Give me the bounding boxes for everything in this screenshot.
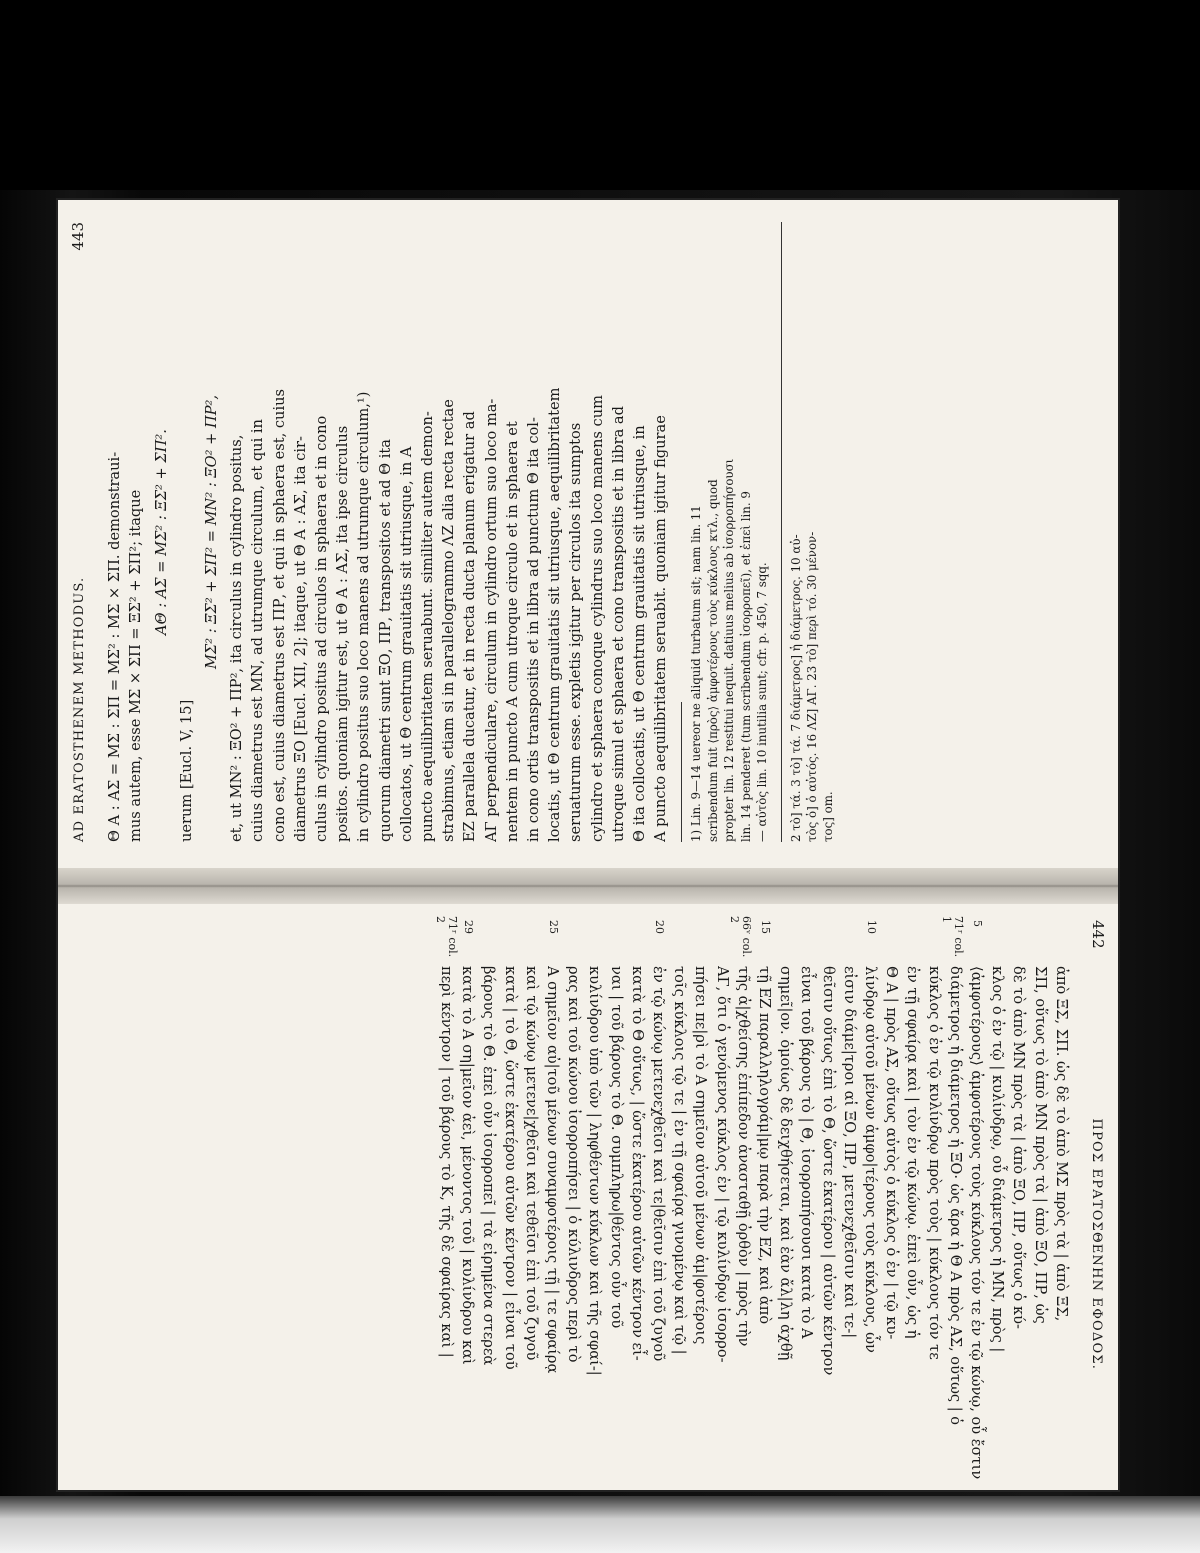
text-line: cono est, cuius diametrus est ΠΡ, et qui in sphaera est, cuius — [270, 389, 288, 842]
text-line: διάμετρος ἡ διάμετρος ἡ ΞΟ· ὡς ἄρα ἡ Θ Α πρὸς ΑΣ, οὕτως | ὁ — [946, 966, 964, 1426]
text-line: ΑΓ perpendiculare, circulum in cylindro ortum suo loco ma- — [482, 398, 500, 842]
footnote — [688, 222, 770, 842]
text-line: ἐν τῷ κώνῳ μετενεχθεῖσι καὶ τε|θεῖσιν ἐπὶ τοῦ ζυγοῦ — [649, 966, 667, 1362]
text-line: diametrus ΞΟ [Eucl. XII, 2]; itaque, ut Θ Α : ΑΣ, ita cir- — [291, 436, 309, 842]
text-line: εἶναι τοῦ βάρους τὸ | Θ, ἰσορροπήσουσι κατὰ τὸ Α — [798, 966, 816, 1339]
running-head-latin — [68, 222, 90, 842]
scan-dark-margin — [0, 0, 1200, 190]
text-line: cylindro et sphaera conoque cylindrus suo loco manens cum — [588, 395, 606, 842]
text-line: τοῖς κύκλοις τῷ τε | ἐν τῇ σφαίρᾳ γινομένῳ καὶ τῷ | — [671, 966, 689, 1355]
footnote-line: propter lin. 12 restitui nequit. datiuus melius ab ἰσορροπήσουσι — [722, 458, 737, 842]
text-line: uerum [Eucl. V, 15] — [177, 699, 195, 842]
latin-body — [104, 222, 671, 842]
text-line: κατὰ τὸ Θ οὕτως, | ὥστε ἑκατέρου αὐτῶν κέντρον εἶ- — [628, 966, 646, 1361]
text-line: λίνδρῳ αὐτοῦ μένων ἀμφο|τέρους τοὺς κύκλους, ὧν — [861, 966, 879, 1353]
text-line: et, ut ΜΝ² : ΞΟ² + ΠΡ², ita circulus in cylindro positus, — [228, 434, 246, 842]
text-line: κλος ὁ ἐν τῷ | κυλίνδρῳ, οὗ διάμετρος ἡ ΜΝ, πρὸς | — [989, 966, 1007, 1353]
text-line: Θ Α : ΑΣ = ΜΣ : ΣΠ = ΜΣ² : ΜΣ × ΣΠ. demonstraui- — [106, 451, 124, 842]
page-442-text-block — [68, 916, 1108, 1540]
text-line: τῇ ΕΖ παραλληλογράμ|μῳ παρὰ τὴν ΕΖ, καὶ ἀπὸ — [755, 966, 773, 1325]
greek-body — [433, 916, 1072, 1540]
text-line: ΑΓ, ὅτι ὁ γενόμενος κύκλος ἐν | τῷ κυλίνδρῳ ἰσορρο- — [713, 966, 731, 1363]
footnote-rule — [681, 702, 682, 842]
page-443 — [58, 212, 1118, 852]
text-line: πήσει πε|ρὶ τὸ Α σημεῖον αὐτοῦ μένων ἀμ|φοτέροις — [692, 966, 710, 1345]
running-head-title: AD ERATOSTHENEM METHODUS. — [72, 576, 87, 842]
margin-line-number: 15 — [758, 920, 772, 934]
footnote-line: lin. 14 penderet (tum scribendum ἰσορροπεῖ), et ἐπεὶ lin. 9 — [738, 491, 753, 842]
footnote-line: 1) Lin. 9—14 uereor ne aliquid turbatum sit; nam lin. 11 — [689, 505, 704, 842]
text-line: εἰσιν διάμε|τροι αἱ ΞΟ, ΠΡ, μετενεχθεῖσιν καὶ τε-| — [840, 966, 858, 1339]
margin-folio-note: 71ʳ col. 1 — [939, 916, 965, 958]
text-line: positos. quoniam igitur est, ut Θ Α : ΑΣ, ita ipse circulus — [334, 425, 352, 842]
text-line: κατὰ τὸ Α ση|μεῖον ἀεὶ, μένοντος τοῦ | κυλίνδρου καὶ — [459, 966, 477, 1365]
text-line: in cylindro positus suo loco manens ad utrumque circulum,¹) — [355, 391, 373, 842]
text-line: τῆς ἀ|χθείσης ἐπίπεδον ἀνασταθῇ ὀρθὸν | πρὸς τὴν — [734, 966, 752, 1347]
text-line: καὶ τῷ κώνῳ μετενε|χθεῖσι καὶ τεθεῖσι ἐπὶ τοῦ ζυγοῦ — [522, 966, 540, 1361]
text-line: σημεῖ|ον. ὁμοίως δὲ δειχθήσεται, καὶ ἐὰν ἄλ|λη ἀχθῇ — [777, 966, 795, 1361]
text-line: Θ Α | πρὸς ΑΣ, οὕτως αὐτὸς ὁ κύκλος ὁ ἐν | τῷ κυ- — [883, 966, 901, 1340]
text-line: mus autem, esse ΜΣ × ΣΠ = ΞΣ² + ΣΠ²; itaque — [127, 489, 145, 842]
page-442 — [58, 910, 1118, 1550]
text-line: θεῖσιν οὕτως ἐπὶ τὸ Θ, ὥστε ἑκατέρου | αὐτῶν κέντρον — [819, 966, 837, 1376]
apparatus-line: τος] om. — [821, 791, 836, 842]
text-line: Α σημεῖον αὐ|τοῦ μένων συναμφοτέροις τῇ | τε σφαίρᾳ — [543, 966, 561, 1374]
text-line: κύκλος ὁ ἐν τῷ κυλίνδρῳ πρὸς τοὺς | κύκλους τόν τε — [925, 966, 943, 1360]
text-line: ΣΠ, οὕτως τὸ ἀπὸ ΜΝ πρὸς τὰ | ἀπὸ ΞΟ, ΠΡ, ὡς — [1031, 966, 1049, 1324]
text-line: quorum diametri sunt ΞΟ, ΠΡ, transpositos et ad Θ ita — [376, 439, 394, 842]
text-line: ἐν τῇ σφαίρᾳ καὶ | τὸν ἐν τῷ κώνῳ. ἐπεὶ οὖν, ὡς ἡ — [904, 966, 922, 1339]
text-line: δὲ τὸ ἀπὸ ΜΝ πρὸς τὰ | ἀπὸ ΞΟ, ΠΡ, οὕτως ὁ κύ- — [1010, 966, 1028, 1329]
text-line: περὶ κέντρον | τοῦ βάρους τὸ Κ, τῆς δὲ σφαίρας καὶ | — [437, 966, 455, 1358]
text-line: locatis, ut Θ centrum grauitatis sit utriusque, aequilibritatem — [546, 387, 564, 842]
text-line: strabimus, etiam si in parallelogrammo ΛΖ alia recta rectae — [440, 399, 458, 842]
text-line: ναι | τοῦ βάρους τὸ Θ. συμπληρω|θέντος οὖν τοῦ — [607, 966, 625, 1329]
margin-line-number: 29 — [461, 920, 475, 934]
scan-light-edge — [0, 1496, 1200, 1553]
book-spread — [58, 200, 1118, 1490]
text-line: nentem in puncto Α cum utroque circulo et in sphaera et — [503, 421, 521, 842]
book-gutter — [58, 868, 1118, 904]
text-line: Θ ita collocatis, ut Θ centrum grauitatis sit utriusque, in — [631, 425, 649, 842]
running-head-greek — [1086, 920, 1108, 1540]
footnote-line: — αὐτὸς lin. 10 inutilia sunt; cfr. p. 450, 7 sqq. — [755, 562, 770, 842]
equation: ΑΘ : ΑΣ = ΜΣ² : ΞΣ² + ΣΠ². — [152, 429, 170, 635]
margin-folio-note: 66ᵛ col. 2 — [727, 916, 753, 958]
margin-line-number: 10 — [864, 920, 878, 934]
text-line: κατὰ | τὸ Θ, ὥστε ἑκατέρου αὐτῶν κέντρον | εἶναι τοῦ — [501, 966, 519, 1370]
text-line: Α puncto aequilibritatem seruabit. quoniam igitur figurae — [652, 415, 670, 842]
text-line: cuius diametrus est ΜΝ, ad utrumque circulum, et qui in — [249, 419, 267, 842]
equation: ΜΣ² : ΞΣ² + ΣΠ² = ΜΝ² : ΞΟ² + ΠΡ², — [203, 394, 221, 670]
text-line: ⟨ἀμφοτέρους⟩ ἀμφοτέρους τοὺς κύκλους τόν τε ἐν τῷ κώνῳ, οὗ ἔστιν — [967, 966, 985, 1480]
text-line: ΕΖ parallela ducatur, et in recta ducta planum erigatur ad — [461, 411, 479, 842]
text-line: collocatos, ut Θ centrum grauitatis sit utriusque, in Α — [397, 446, 415, 842]
text-line: utroque simul et sphaera et cono transpositis et in libra ad — [609, 406, 627, 842]
text-line: in cono ortis transpositis et in libra ad punctum Θ ita col- — [525, 417, 543, 842]
critical-apparatus — [788, 222, 837, 842]
page-443-text-block — [68, 222, 1108, 842]
margin-folio-note: 71ʳ col. 2 — [433, 916, 459, 958]
text-line: seruaturum esse. expletis igitur per circulos ita sumptos — [567, 422, 585, 842]
margin-line-number: 20 — [652, 920, 666, 934]
running-head-title: ΠΡΟΣ ΕΡΑΤΟΣΘΕΝΗΝ ΕΦΟΔΟΣ. — [1089, 1118, 1104, 1371]
apparatus-rule — [781, 222, 782, 842]
text-line: ἀπὸ ΞΣ, ΣΠ. ὡς δὲ τὸ ἀπὸ ΜΣ πρὸς τὰ | ἀπὸ ΞΣ, — [1052, 966, 1070, 1322]
margin-line-number: 5 — [970, 920, 984, 927]
page-number: 442 — [1089, 920, 1107, 949]
text-line: ρας καὶ τοῦ κώνου ἰσορροπήσει | ὁ κύλινδρος περὶ τὸ — [565, 966, 583, 1363]
apparatus-line: 2 τὸ] τά. 3 τὸ] τά. 7 διάμετρος] ἡ διάμετρος. 10 αὐ- — [788, 534, 803, 842]
footnote-line: scribendum fuit ⟨πρὸς⟩ ἀμφοτέρους τοὺς κύκλους κτλ., quod — [705, 479, 720, 842]
text-line: puncto aequilibritatem seruabunt. similiter autem demon- — [419, 411, 437, 842]
text-line: κυλίνδρου ὑπὸ τῶν | ληφθέντων κύκλων καὶ τῆς σφαί-| — [586, 966, 604, 1376]
page-number: 443 — [69, 222, 87, 251]
text-line: βάρους τὸ Θ. ἐπεὶ οὖν ἰσορροπεῖ | τὰ εἰρημένα στερεὰ — [480, 966, 498, 1366]
margin-line-number: 25 — [546, 920, 560, 934]
apparatus-line: τὸς ὁ] ὁ αὐτός. 16 ΛΖ] ΑΓ. 23 τὸ] περὶ τό. 30 μένον- — [804, 531, 819, 842]
text-line: culus in cylindro positus ad circulos in sphaera et in cono — [313, 415, 331, 842]
